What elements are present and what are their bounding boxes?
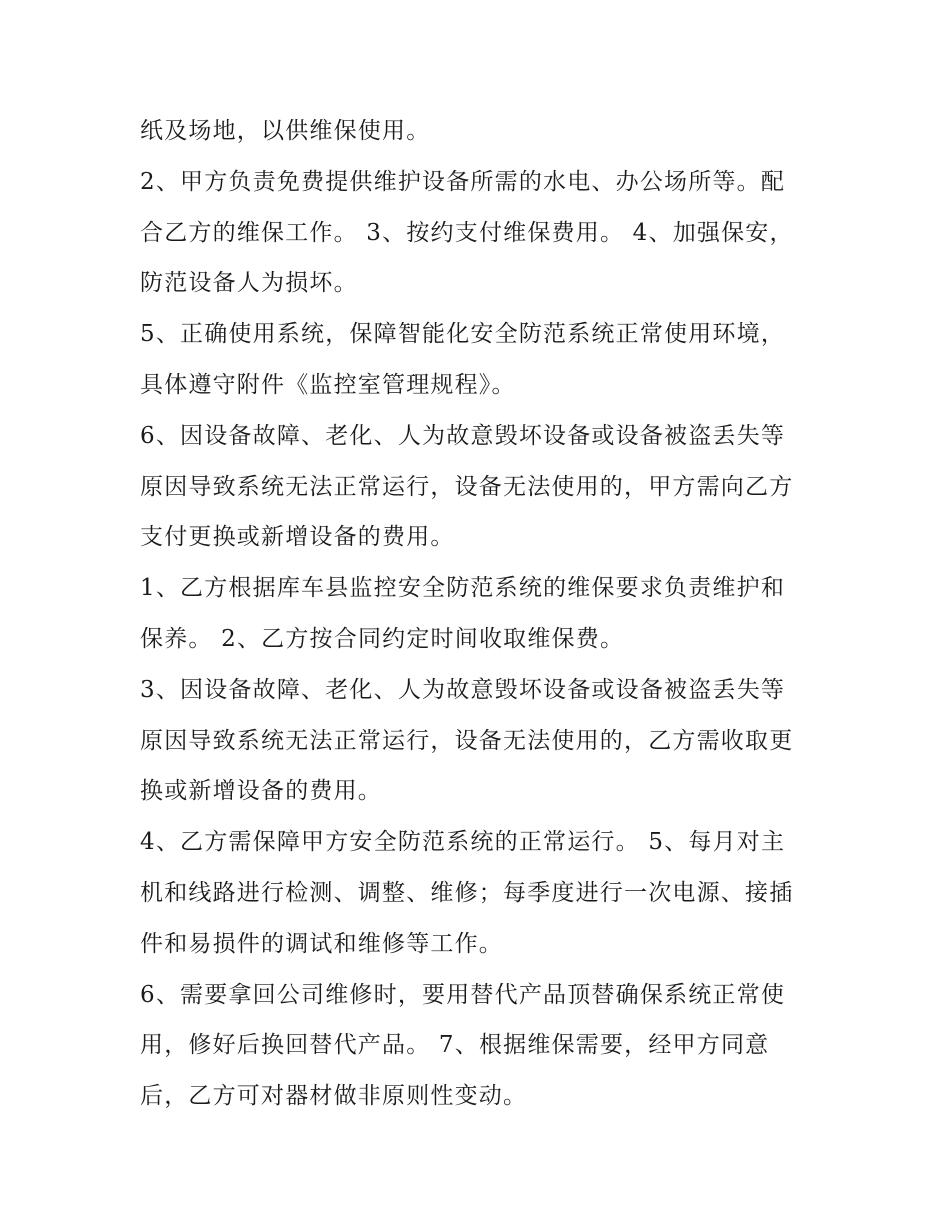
text-line: 2、甲方负责免费提供维护设备所需的水电、办公场所等。配 — [140, 168, 786, 195]
text-line: 纸及场地，以供维保使用。 — [140, 118, 431, 144]
text-line: 件和易损件的调试和维修等工作。 — [140, 930, 503, 957]
text-line: 具体遵守附件《监控室管理规程》。 — [140, 371, 516, 398]
text-line: 机和线路进行检测、调整、维修；每季度进行一次电源、接插 — [140, 879, 794, 906]
text-line: 换或新增设备的费用。 — [140, 778, 382, 805]
text-line: 合乙方的维保工作。 3、按约支付维保费用。 4、加强保安， — [140, 219, 794, 246]
text-line: 4、乙方需保障甲方安全防范系统的正常运行。 5、每月对主 — [140, 829, 786, 856]
document-body — [140, 106, 820, 1122]
text-line: 原因导致系统无法正常运行，设备无法使用的，甲方需向乙方 — [140, 473, 794, 500]
text-line: 支付更换或新增设备的费用。 — [140, 524, 455, 551]
text-line: 后，乙方可对器材做非原则性变动。 — [140, 1083, 528, 1110]
text-line: 5、正确使用系统，保障智能化安全防范系统正常使用环境， — [140, 321, 786, 348]
text-line: 1、乙方根据库车县监控安全防范系统的维保要求负责维护和 — [140, 575, 786, 602]
text-line: 用，修好后换回替代产品。 7、根据维保需要，经甲方同意 — [140, 1032, 770, 1059]
text-line: 保养。 2、乙方按合同约定时间收取维保费。 — [140, 625, 625, 652]
text-line: 6、因设备故障、老化、人为故意毁坏设备或设备被盗丢失等 — [140, 422, 786, 449]
text-line: 防范设备人为损坏。 — [140, 270, 358, 297]
text-line: 原因导致系统无法正常运行，设备无法使用的，乙方需收取更 — [140, 727, 794, 754]
text-line: 3、因设备故障、老化、人为故意毁坏设备或设备被盗丢失等 — [140, 676, 786, 703]
text-line: 6、需要拿回公司维修时，要用替代产品顶替确保系统正常使 — [140, 981, 786, 1008]
